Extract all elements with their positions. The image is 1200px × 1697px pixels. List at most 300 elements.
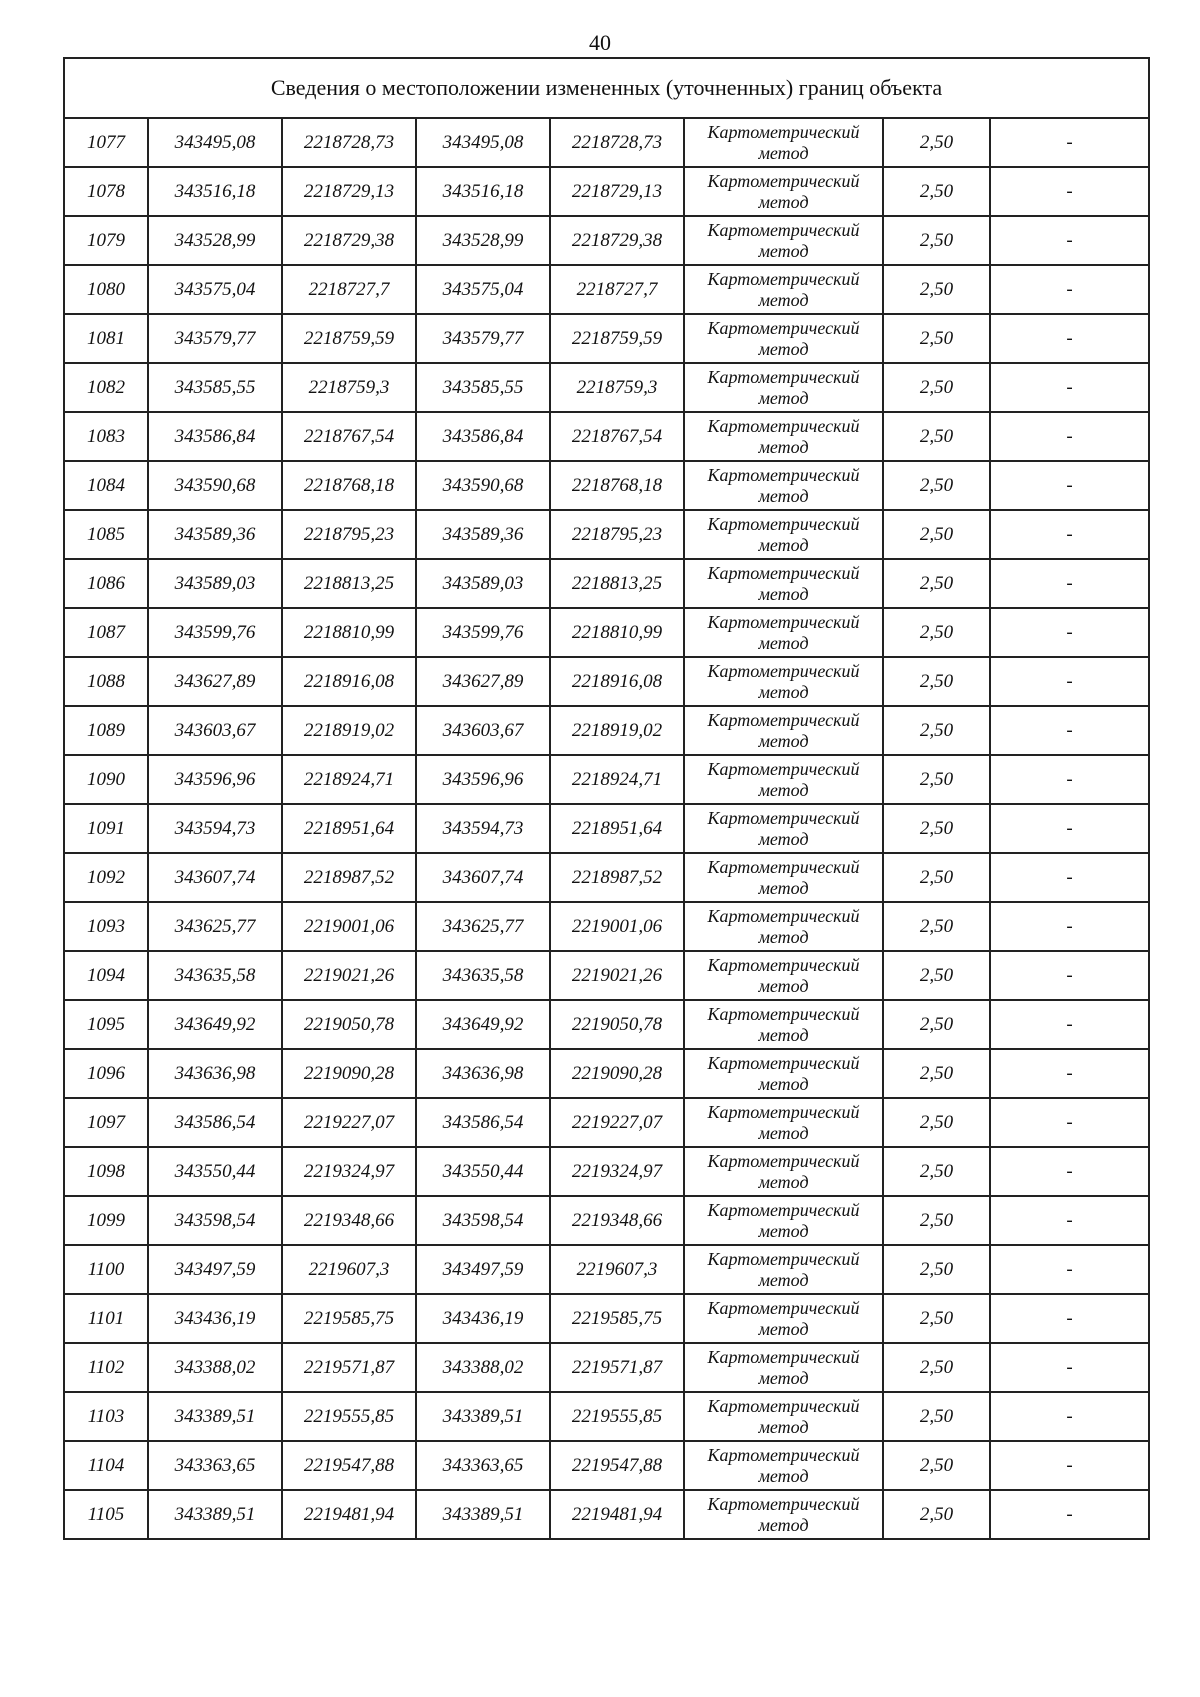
cell-accuracy: 2,50 — [883, 1196, 990, 1245]
cell-y-new: 2218919,02 — [550, 706, 684, 755]
cell-accuracy: 2,50 — [883, 118, 990, 167]
cell-y-old: 2218987,52 — [282, 853, 416, 902]
cell-point-number: 1081 — [64, 314, 148, 363]
cell-x-old: 343550,44 — [148, 1147, 282, 1196]
cell-x-old: 343495,08 — [148, 118, 282, 167]
cell-y-new: 2218951,64 — [550, 804, 684, 853]
cell-point-number: 1103 — [64, 1392, 148, 1441]
cell-y-new: 2218987,52 — [550, 853, 684, 902]
cell-y-old: 2218919,02 — [282, 706, 416, 755]
cell-point-number: 1088 — [64, 657, 148, 706]
cell-accuracy: 2,50 — [883, 755, 990, 804]
cell-point-number: 1094 — [64, 951, 148, 1000]
cell-x-old: 343627,89 — [148, 657, 282, 706]
cell-point-number: 1082 — [64, 363, 148, 412]
cell-x-new: 343596,96 — [416, 755, 550, 804]
cell-description: - — [990, 1000, 1149, 1049]
cell-x-old: 343436,19 — [148, 1294, 282, 1343]
method-line-2: метод — [758, 828, 809, 849]
cell-y-new: 2219585,75 — [550, 1294, 684, 1343]
cell-x-new: 343528,99 — [416, 216, 550, 265]
cell-x-old: 343585,55 — [148, 363, 282, 412]
cell-description: - — [990, 755, 1149, 804]
cell-y-old: 2218924,71 — [282, 755, 416, 804]
cell-method — [684, 706, 883, 755]
cell-description: - — [990, 314, 1149, 363]
method-line-1: Картометрический — [707, 1052, 860, 1073]
cell-accuracy: 2,50 — [883, 804, 990, 853]
cell-point-number: 1078 — [64, 167, 148, 216]
cell-y-old: 2218759,3 — [282, 363, 416, 412]
cell-method — [684, 1196, 883, 1245]
cell-y-new: 2218759,3 — [550, 363, 684, 412]
cell-point-number: 1105 — [64, 1490, 148, 1539]
cell-accuracy: 2,50 — [883, 1000, 990, 1049]
table-title: Сведения о местоположении измененных (уточненных) границ объекта — [64, 58, 1149, 118]
cell-x-old: 343586,84 — [148, 412, 282, 461]
boundary-coordinates-table — [63, 57, 1150, 1540]
cell-method — [684, 902, 883, 951]
cell-y-old: 2219021,26 — [282, 951, 416, 1000]
method-line-1: Картометрический — [707, 219, 860, 240]
cell-method — [684, 804, 883, 853]
cell-point-number: 1092 — [64, 853, 148, 902]
cell-x-new: 343497,59 — [416, 1245, 550, 1294]
cell-x-new: 343594,73 — [416, 804, 550, 853]
cell-x-new: 343598,54 — [416, 1196, 550, 1245]
cell-method — [684, 853, 883, 902]
cell-point-number: 1091 — [64, 804, 148, 853]
cell-description: - — [990, 559, 1149, 608]
cell-method — [684, 951, 883, 1000]
cell-description: - — [990, 461, 1149, 510]
cell-point-number: 1099 — [64, 1196, 148, 1245]
cell-description: - — [990, 706, 1149, 755]
cell-y-new: 2219021,26 — [550, 951, 684, 1000]
cell-accuracy: 2,50 — [883, 951, 990, 1000]
cell-y-old: 2219481,94 — [282, 1490, 416, 1539]
cell-point-number: 1077 — [64, 118, 148, 167]
cell-description: - — [990, 1294, 1149, 1343]
cell-x-new: 343363,65 — [416, 1441, 550, 1490]
cell-x-old: 343599,76 — [148, 608, 282, 657]
cell-x-new: 343495,08 — [416, 118, 550, 167]
cell-method — [684, 1294, 883, 1343]
cell-x-new: 343516,18 — [416, 167, 550, 216]
cell-point-number: 1098 — [64, 1147, 148, 1196]
cell-description: - — [990, 804, 1149, 853]
cell-method — [684, 559, 883, 608]
cell-x-new: 343389,51 — [416, 1392, 550, 1441]
cell-y-old: 2218810,99 — [282, 608, 416, 657]
cell-y-new: 2219001,06 — [550, 902, 684, 951]
cell-point-number: 1086 — [64, 559, 148, 608]
cell-y-old: 2218727,7 — [282, 265, 416, 314]
cell-x-new: 343589,36 — [416, 510, 550, 559]
method-line-1: Картометрический — [707, 1297, 860, 1318]
method-line-1: Картометрический — [707, 1444, 860, 1465]
method-line-1: Картометрический — [707, 1199, 860, 1220]
table-row — [64, 1049, 1149, 1098]
cell-accuracy: 2,50 — [883, 314, 990, 363]
cell-x-new: 343627,89 — [416, 657, 550, 706]
method-line-2: метод — [758, 1073, 809, 1094]
table-row — [64, 1147, 1149, 1196]
cell-y-old: 2219571,87 — [282, 1343, 416, 1392]
cell-description: - — [990, 363, 1149, 412]
cell-description: - — [990, 853, 1149, 902]
table-row — [64, 657, 1149, 706]
method-line-2: метод — [758, 1416, 809, 1437]
cell-y-new: 2218795,23 — [550, 510, 684, 559]
cell-description: - — [990, 657, 1149, 706]
cell-y-old: 2219001,06 — [282, 902, 416, 951]
table-row — [64, 853, 1149, 902]
cell-y-old: 2219555,85 — [282, 1392, 416, 1441]
cell-accuracy: 2,50 — [883, 1392, 990, 1441]
cell-method — [684, 1343, 883, 1392]
cell-accuracy: 2,50 — [883, 706, 990, 755]
cell-y-new: 2218759,59 — [550, 314, 684, 363]
cell-y-old: 2219607,3 — [282, 1245, 416, 1294]
method-line-1: Картометрический — [707, 1493, 860, 1514]
cell-x-old: 343579,77 — [148, 314, 282, 363]
method-line-2: метод — [758, 975, 809, 996]
table-row — [64, 1490, 1149, 1539]
table-row — [64, 1098, 1149, 1147]
table-row — [64, 1196, 1149, 1245]
cell-x-new: 343636,98 — [416, 1049, 550, 1098]
cell-point-number: 1080 — [64, 265, 148, 314]
cell-x-old: 343363,65 — [148, 1441, 282, 1490]
cell-point-number: 1100 — [64, 1245, 148, 1294]
cell-y-old: 2218729,38 — [282, 216, 416, 265]
table-row — [64, 167, 1149, 216]
cell-y-old: 2219324,97 — [282, 1147, 416, 1196]
table-row — [64, 755, 1149, 804]
table-row — [64, 608, 1149, 657]
cell-y-old: 2218768,18 — [282, 461, 416, 510]
method-line-2: метод — [758, 485, 809, 506]
table-row — [64, 461, 1149, 510]
cell-method — [684, 657, 883, 706]
method-line-1: Картометрический — [707, 513, 860, 534]
cell-method — [684, 363, 883, 412]
table-row — [64, 1392, 1149, 1441]
table-row — [64, 1343, 1149, 1392]
cell-accuracy: 2,50 — [883, 1294, 990, 1343]
cell-accuracy: 2,50 — [883, 1049, 990, 1098]
cell-x-new: 343635,58 — [416, 951, 550, 1000]
cell-description: - — [990, 1196, 1149, 1245]
method-line-1: Картометрический — [707, 562, 860, 583]
cell-y-old: 2218759,59 — [282, 314, 416, 363]
method-line-1: Картометрический — [707, 170, 860, 191]
method-line-2: метод — [758, 779, 809, 800]
method-line-1: Картометрический — [707, 807, 860, 828]
cell-x-old: 343389,51 — [148, 1392, 282, 1441]
cell-accuracy: 2,50 — [883, 1441, 990, 1490]
cell-method — [684, 167, 883, 216]
method-line-2: метод — [758, 1269, 809, 1290]
cell-point-number: 1085 — [64, 510, 148, 559]
page-number: 40 — [589, 30, 611, 55]
cell-accuracy: 2,50 — [883, 167, 990, 216]
method-line-2: метод — [758, 1514, 809, 1535]
cell-description: - — [990, 1441, 1149, 1490]
method-line-2: метод — [758, 926, 809, 947]
cell-x-new: 343599,76 — [416, 608, 550, 657]
cell-x-old: 343575,04 — [148, 265, 282, 314]
method-line-1: Картометрический — [707, 1395, 860, 1416]
cell-x-old: 343586,54 — [148, 1098, 282, 1147]
method-line-2: метод — [758, 436, 809, 457]
cell-y-new: 2218767,54 — [550, 412, 684, 461]
method-line-2: метод — [758, 1318, 809, 1339]
table-row — [64, 559, 1149, 608]
cell-accuracy: 2,50 — [883, 1245, 990, 1294]
cell-x-new: 343625,77 — [416, 902, 550, 951]
cell-method — [684, 608, 883, 657]
cell-accuracy: 2,50 — [883, 461, 990, 510]
cell-y-new: 2218810,99 — [550, 608, 684, 657]
cell-accuracy: 2,50 — [883, 216, 990, 265]
table-row — [64, 314, 1149, 363]
cell-x-old: 343598,54 — [148, 1196, 282, 1245]
cell-accuracy: 2,50 — [883, 559, 990, 608]
cell-y-old: 2218728,73 — [282, 118, 416, 167]
cell-method — [684, 1098, 883, 1147]
cell-method — [684, 1049, 883, 1098]
table-row — [64, 265, 1149, 314]
method-line-1: Картометрический — [707, 1346, 860, 1367]
cell-x-new: 343586,54 — [416, 1098, 550, 1147]
cell-y-old: 2219585,75 — [282, 1294, 416, 1343]
cell-x-new: 343436,19 — [416, 1294, 550, 1343]
cell-x-old: 343389,51 — [148, 1490, 282, 1539]
cell-accuracy: 2,50 — [883, 265, 990, 314]
cell-accuracy: 2,50 — [883, 510, 990, 559]
method-line-2: метод — [758, 338, 809, 359]
cell-description: - — [990, 1147, 1149, 1196]
cell-x-new: 343607,74 — [416, 853, 550, 902]
method-line-1: Картометрический — [707, 268, 860, 289]
cell-point-number: 1089 — [64, 706, 148, 755]
method-line-2: метод — [758, 1220, 809, 1241]
cell-y-old: 2218767,54 — [282, 412, 416, 461]
table-row — [64, 510, 1149, 559]
cell-description: - — [990, 510, 1149, 559]
method-line-2: метод — [758, 289, 809, 310]
cell-y-new: 2218729,38 — [550, 216, 684, 265]
cell-x-old: 343625,77 — [148, 902, 282, 951]
cell-description: - — [990, 1049, 1149, 1098]
cell-y-new: 2219547,88 — [550, 1441, 684, 1490]
cell-accuracy: 2,50 — [883, 1147, 990, 1196]
cell-point-number: 1097 — [64, 1098, 148, 1147]
cell-y-new: 2218728,73 — [550, 118, 684, 167]
cell-description: - — [990, 412, 1149, 461]
cell-y-new: 2218916,08 — [550, 657, 684, 706]
table-row — [64, 412, 1149, 461]
method-line-2: метод — [758, 191, 809, 212]
table-row — [64, 804, 1149, 853]
table-row — [64, 902, 1149, 951]
method-line-1: Картометрический — [707, 1003, 860, 1024]
cell-y-new: 2219571,87 — [550, 1343, 684, 1392]
cell-y-new: 2219050,78 — [550, 1000, 684, 1049]
method-line-1: Картометрический — [707, 1248, 860, 1269]
method-line-1: Картометрический — [707, 1101, 860, 1122]
cell-description: - — [990, 1490, 1149, 1539]
method-line-2: метод — [758, 1122, 809, 1143]
cell-accuracy: 2,50 — [883, 853, 990, 902]
cell-point-number: 1093 — [64, 902, 148, 951]
cell-y-old: 2218951,64 — [282, 804, 416, 853]
cell-point-number: 1104 — [64, 1441, 148, 1490]
cell-method — [684, 1147, 883, 1196]
cell-method — [684, 314, 883, 363]
cell-x-old: 343603,67 — [148, 706, 282, 755]
method-line-1: Картометрический — [707, 905, 860, 926]
cell-x-new: 343589,03 — [416, 559, 550, 608]
cell-y-new: 2219607,3 — [550, 1245, 684, 1294]
method-line-1: Картометрический — [707, 611, 860, 632]
method-line-1: Картометрический — [707, 1150, 860, 1171]
cell-accuracy: 2,50 — [883, 412, 990, 461]
cell-accuracy: 2,50 — [883, 608, 990, 657]
cell-accuracy: 2,50 — [883, 363, 990, 412]
method-line-1: Картометрический — [707, 415, 860, 436]
method-line-2: метод — [758, 240, 809, 261]
method-line-2: метод — [758, 1465, 809, 1486]
cell-accuracy: 2,50 — [883, 1098, 990, 1147]
cell-y-old: 2219090,28 — [282, 1049, 416, 1098]
method-line-2: метод — [758, 583, 809, 604]
table-row — [64, 118, 1149, 167]
cell-point-number: 1087 — [64, 608, 148, 657]
method-line-2: метод — [758, 632, 809, 653]
method-line-1: Картометрический — [707, 464, 860, 485]
cell-x-old: 343594,73 — [148, 804, 282, 853]
cell-y-old: 2218916,08 — [282, 657, 416, 706]
cell-y-old: 2218729,13 — [282, 167, 416, 216]
cell-x-new: 343585,55 — [416, 363, 550, 412]
cell-x-new: 343389,51 — [416, 1490, 550, 1539]
cell-point-number: 1095 — [64, 1000, 148, 1049]
method-line-1: Картометрический — [707, 758, 860, 779]
cell-x-new: 343388,02 — [416, 1343, 550, 1392]
cell-y-old: 2219050,78 — [282, 1000, 416, 1049]
table-row — [64, 1294, 1149, 1343]
method-line-2: метод — [758, 387, 809, 408]
cell-y-new: 2218813,25 — [550, 559, 684, 608]
method-line-2: метод — [758, 681, 809, 702]
cell-y-new: 2219555,85 — [550, 1392, 684, 1441]
method-line-1: Картометрический — [707, 954, 860, 975]
cell-x-new: 343586,84 — [416, 412, 550, 461]
cell-x-old: 343528,99 — [148, 216, 282, 265]
cell-x-old: 343649,92 — [148, 1000, 282, 1049]
cell-description: - — [990, 902, 1149, 951]
cell-description: - — [990, 1343, 1149, 1392]
table-row — [64, 706, 1149, 755]
cell-method — [684, 1490, 883, 1539]
table-row — [64, 1245, 1149, 1294]
cell-y-old: 2219227,07 — [282, 1098, 416, 1147]
cell-point-number: 1090 — [64, 755, 148, 804]
cell-description: - — [990, 167, 1149, 216]
cell-method — [684, 1392, 883, 1441]
cell-method — [684, 1245, 883, 1294]
cell-y-new: 2218768,18 — [550, 461, 684, 510]
cell-y-old: 2219547,88 — [282, 1441, 416, 1490]
cell-point-number: 1101 — [64, 1294, 148, 1343]
cell-x-old: 343388,02 — [148, 1343, 282, 1392]
cell-point-number: 1084 — [64, 461, 148, 510]
cell-method — [684, 461, 883, 510]
cell-x-old: 343636,98 — [148, 1049, 282, 1098]
cell-description: - — [990, 951, 1149, 1000]
cell-method — [684, 1000, 883, 1049]
method-line-2: метод — [758, 877, 809, 898]
table-row — [64, 1000, 1149, 1049]
method-line-1: Картометрический — [707, 660, 860, 681]
cell-method — [684, 265, 883, 314]
cell-accuracy: 2,50 — [883, 1343, 990, 1392]
cell-description: - — [990, 1245, 1149, 1294]
cell-method — [684, 1441, 883, 1490]
cell-y-new: 2218727,7 — [550, 265, 684, 314]
cell-x-old: 343497,59 — [148, 1245, 282, 1294]
method-line-1: Картометрический — [707, 317, 860, 338]
cell-description: - — [990, 265, 1149, 314]
cell-y-new: 2219348,66 — [550, 1196, 684, 1245]
cell-x-old: 343596,96 — [148, 755, 282, 804]
cell-x-new: 343579,77 — [416, 314, 550, 363]
method-line-2: метод — [758, 1367, 809, 1388]
method-line-2: метод — [758, 1171, 809, 1192]
cell-y-old: 2218795,23 — [282, 510, 416, 559]
cell-y-new: 2219090,28 — [550, 1049, 684, 1098]
method-line-2: метод — [758, 142, 809, 163]
cell-accuracy: 2,50 — [883, 657, 990, 706]
method-line-1: Картометрический — [707, 856, 860, 877]
cell-y-old: 2219348,66 — [282, 1196, 416, 1245]
cell-accuracy: 2,50 — [883, 1490, 990, 1539]
table-row — [64, 363, 1149, 412]
method-line-2: метод — [758, 1024, 809, 1045]
cell-method — [684, 412, 883, 461]
cell-description: - — [990, 1392, 1149, 1441]
method-line-1: Картометрический — [707, 709, 860, 730]
cell-description: - — [990, 118, 1149, 167]
cell-x-new: 343603,67 — [416, 706, 550, 755]
cell-description: - — [990, 608, 1149, 657]
cell-accuracy: 2,50 — [883, 902, 990, 951]
cell-point-number: 1079 — [64, 216, 148, 265]
cell-y-new: 2219481,94 — [550, 1490, 684, 1539]
cell-y-new: 2219324,97 — [550, 1147, 684, 1196]
cell-x-old: 343607,74 — [148, 853, 282, 902]
table-row — [64, 1441, 1149, 1490]
cell-method — [684, 510, 883, 559]
method-line-1: Картометрический — [707, 366, 860, 387]
cell-x-old: 343516,18 — [148, 167, 282, 216]
cell-point-number: 1102 — [64, 1343, 148, 1392]
method-line-1: Картометрический — [707, 121, 860, 142]
method-line-2: метод — [758, 534, 809, 555]
